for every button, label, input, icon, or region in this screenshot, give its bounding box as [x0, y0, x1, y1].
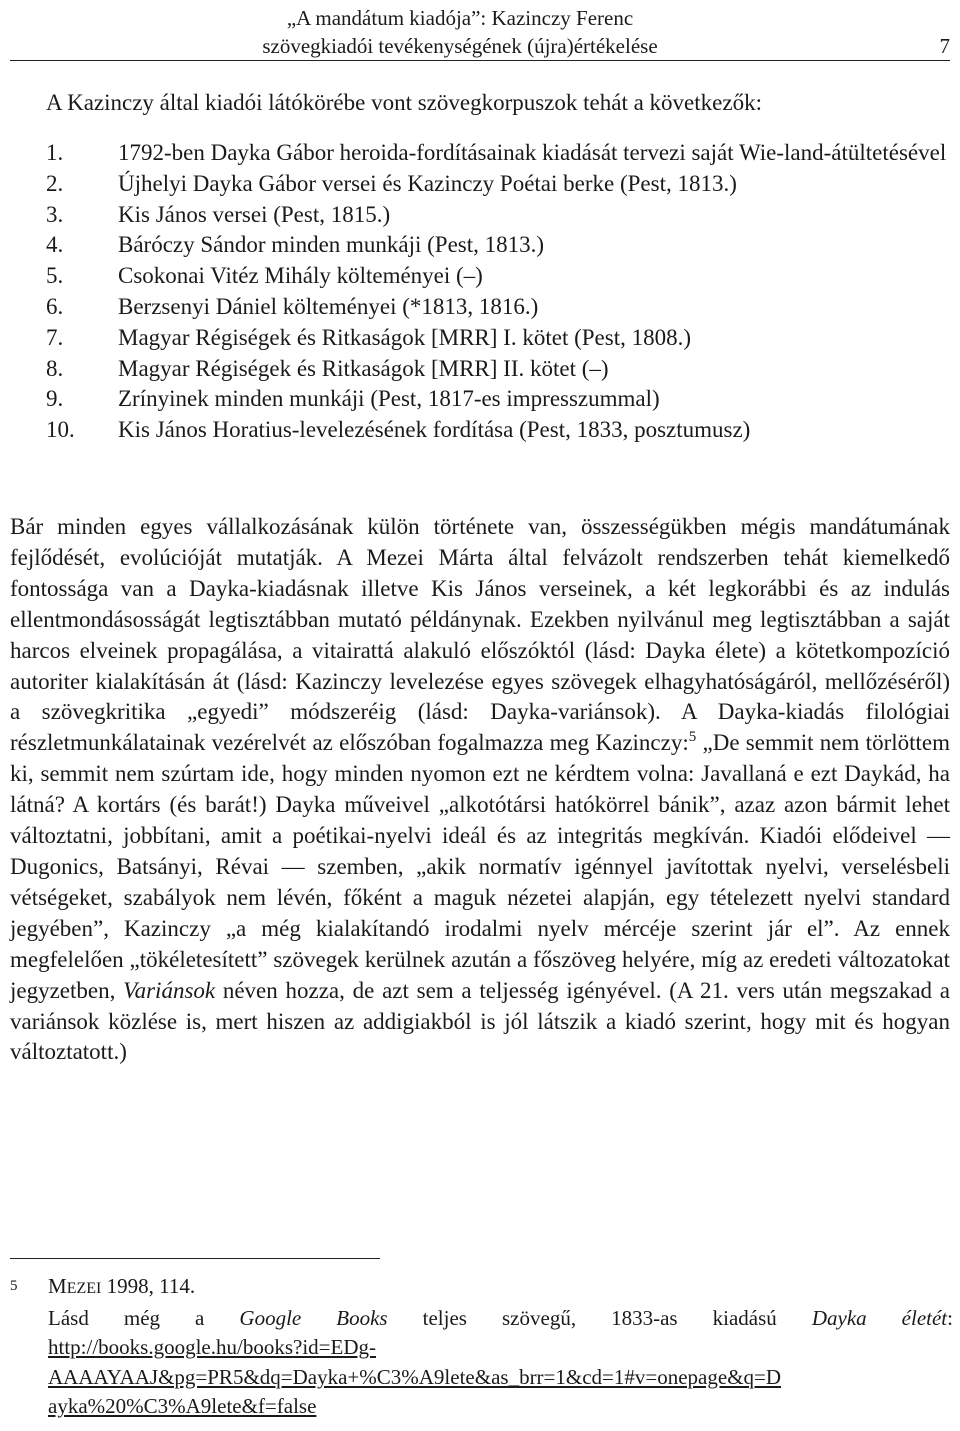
list-item [46, 384, 951, 415]
google-books-link[interactable] [48, 1333, 953, 1422]
running-title-line2: szövegkiadói tevékenységének (újra)értékelése [262, 34, 658, 58]
author-initial: M [48, 1274, 67, 1298]
paragraph-text-1: Bár minden egyes vállalkozásának külön története van, összességükben mégis mandátumának fejlődését, evolúcióját mutatják. A Mezei Márta által felvázolt rendszerben tehát kiemelkedő fontossága van a Dayka-kiadásnak illetve Kis János verseinek, a két legkorábbi és az indulás ellentmondásosságát legtisztábban mutató példánynak. Ezekben nyilvánul meg legtisztábban a saját harcos elveinek propagálása, a vitairattá alakuló előszóktól (lásd: Dayka élete) a kötetkompozíció autoriter kialakításán át (lásd: Kazinczy levelezése egyes szövegek elhagyhatóságáról, mellőzéséről) a szövegkritika „egyedi” módszeréig (lásd: Dayka-variánsok). A Dayka-kiadás filológiai részletmunkálatainak vezérelvét az előszóban fogalmazza meg Kazinczy: [10, 514, 950, 756]
footnote-separator [10, 1258, 380, 1259]
url-line-1: http://books.google.hu/books?id=EDg- [48, 1335, 376, 1360]
footnote-text [48, 1304, 953, 1334]
url-line-2: AAAAYAAJ&pg=PR5&dq=Dayka+%C3%A9lete&as_brr=1&cd=1#v=onepage&q=D [48, 1364, 782, 1389]
list-item [46, 230, 951, 261]
url-line-3: ayka%20%C3%A9lete&f=false [48, 1394, 317, 1419]
intro-sentence: A Kazinczy által kiadói látókörébe vont szövegkorpuszok tehát a következők: [46, 90, 762, 115]
list-number: 10. [46, 417, 75, 443]
list-text: Kis János Horatius-levelezésének fordítása (Pest, 1833, posztumusz) [118, 417, 751, 443]
footnote-reference[interactable]: 5 [688, 729, 697, 746]
list-number: 6. [46, 293, 64, 319]
footnote-citation [48, 1272, 953, 1304]
list-text: Berzsenyi Dániel költeményei (*1813, 1816.) [118, 293, 539, 319]
list-number: 9. [46, 386, 64, 412]
list-number: 5. [46, 263, 64, 289]
citation-detail: 1998, 114. [101, 1274, 196, 1298]
list-number: 7. [46, 324, 64, 350]
list-text: 1792-ben Dayka Gábor heroida-fordításainak kiadását tervezi saját Wie-land-átültetésével [118, 140, 947, 165]
footnote-text-e: : [947, 1305, 953, 1330]
footnote-text-a: Lásd még a [48, 1305, 240, 1330]
running-title [10, 4, 910, 60]
paragraph-text-2: „De semmit nem törlöttem ki, semmit nem szúrtam ide, hogy minden nyomon ezt ne kérdtem volna: Javallaná e ezt Daykád, ha látná? A kortárs (és barát!) Dayka műveivel „alkotótársi hatókörrel bánik”, azaz azon bármit lehet változtatni, jobbítani, amit a poétikai-nyelvi ideál és az integritás megkíván. Kiadói elődeivel ― Dugonics, Batsányi, Révai ― szemben, „akik normatív igénnyel javítottak nyelvi, verselésbeli vétségeket, szabályok nem lévén, főként a maguk nézetei alapján, egy tételezett nyelvi standard jegyében”, Kazinczy „a még kialakítandó irodalmi nyelv mércéje szerint jár el”. Az ennek megfelelően „tökéletesített” szövegek kerülnek azután a főszöveg helyére, míg az eredeti változatokat jegyzetben, [10, 730, 950, 1003]
list-item [46, 138, 951, 169]
running-title-line1: „A mandátum kiadója”: Kazinczy Ferenc [286, 6, 634, 30]
list-text: Báróczy Sándor minden munkáji (Pest, 1813.) [118, 232, 545, 258]
list-number: 2. [46, 170, 64, 196]
footnote-mark: 5 [10, 1278, 18, 1294]
list-text: Kis János versei (Pest, 1815.) [118, 201, 391, 227]
list-item [46, 292, 951, 323]
footnote-italic-dayka-elete: Dayka életét [811, 1305, 948, 1330]
author-smallcaps: EZEI [66, 1280, 102, 1297]
page-number: 7 [939, 34, 950, 58]
list-number: 3. [46, 201, 64, 227]
list-item [46, 323, 951, 354]
list-item [46, 169, 951, 200]
list-item [46, 261, 951, 292]
paragraph-text-3: néven hozza, de azt sem a teljesség igényével. (A 21. vers után megszakad a variánsok közlése is, mert hiszen az addigiakból is jól látszik a kiadó szerint, hogy mit és hogyan változtatott.) [10, 977, 950, 1065]
page-header [10, 0, 950, 61]
footnote-italic-google-books: Google Books [239, 1305, 388, 1330]
list-text: Zrínyinek minden munkáji (Pest, 1817-es impresszummal) [118, 386, 660, 412]
list-text: Magyar Régiségek és Ritkaságok [MRR] II. kötet (–) [118, 355, 609, 381]
list-text: Újhelyi Dayka Gábor versei és Kazinczy Poétai berke (Pest, 1813.) [118, 170, 737, 196]
paragraph-italic-term: Variánsok [123, 977, 216, 1003]
list-number: 4. [46, 232, 64, 258]
list-item [46, 415, 951, 446]
list-text: Magyar Régiségek és Ritkaságok [MRR] I. kötet (Pest, 1808.) [118, 324, 691, 350]
list-number: 1. [46, 140, 64, 165]
footnote-text-c: teljes szövegű, 1833-as kiadású [387, 1305, 812, 1330]
list-item [46, 200, 951, 231]
list-text: Csokonai Vitéz Mihály költeményei (–) [118, 263, 483, 289]
corpus-list [46, 138, 951, 446]
footnote-body [48, 1272, 953, 1422]
list-number: 8. [46, 355, 64, 381]
body-paragraph [10, 512, 950, 1068]
list-item [46, 354, 951, 385]
